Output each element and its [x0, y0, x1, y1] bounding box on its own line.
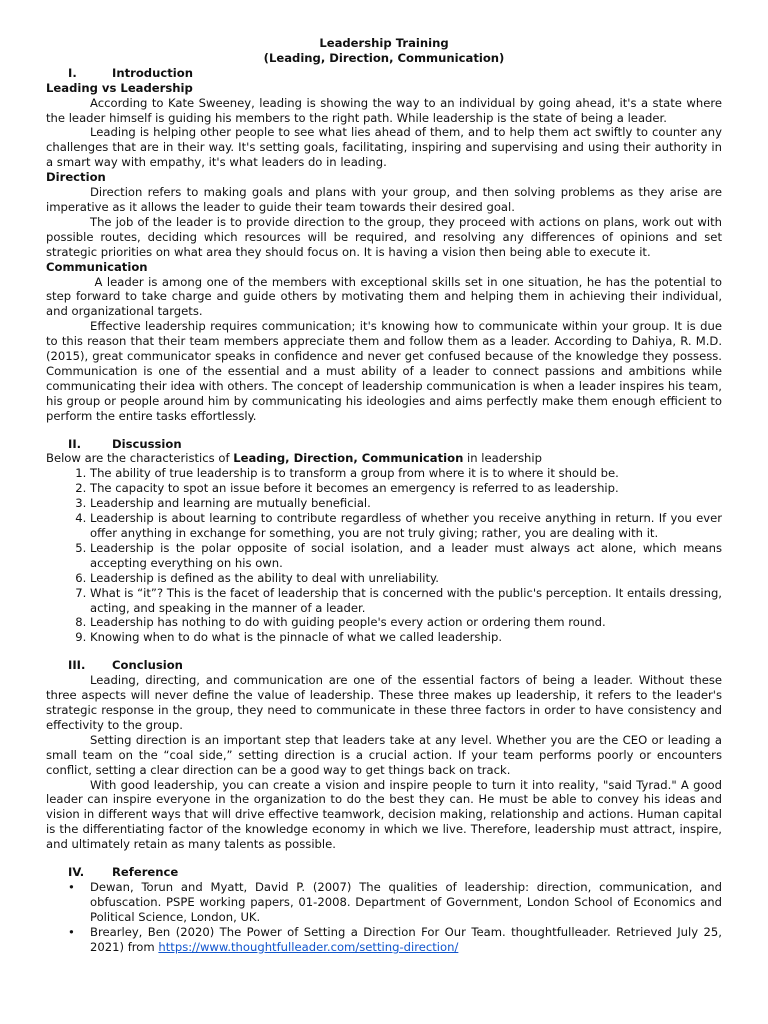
section-title: Discussion [112, 436, 182, 451]
section-heading-conclusion [46, 658, 722, 673]
subheading-communication: Communication [46, 259, 148, 274]
section-number: IV. [68, 865, 85, 880]
section-heading-reference [46, 865, 722, 880]
reference-text: Brearley, Ben (2020) The Power of Setting a Direction For Our Team. thoughtfulleader. Retrieved July 25, 2021) from [90, 924, 722, 954]
paragraph: Leading is helping other people to see what lies ahead of them, and to help them act swiftly to counter any challenges that are in their way. It's setting goals, facilitating, inspiring and supervising and using their authority in a smart way with empathy, it's what leaders do in leading. [46, 125, 722, 170]
reference-item: • Dewan, Torun and Myatt, David P. (2007) The qualities of leadership: direction, communication, and obfuscation. PSPE working papers, 01-2008. Department of Government, London School of Economics and Political Science, London, UK. [90, 880, 722, 925]
list-item: 3. Leadership and learning are mutually beneficial. [90, 496, 722, 511]
paragraph: Setting direction is an important step that leaders take at any level. Whether you are the CEO or leading a small team on the “coal side,” setting direction is a crucial action. If your team performs poorly or encounters conflict, setting a clear direction can be a good way to get things back on track. [46, 732, 722, 777]
subheading-direction: Direction [46, 170, 106, 185]
paragraph: With good leadership, you can create a vision and inspire people to turn it into reality, "said Tyrad." A good leader can inspire everyone in the organization to do the best they can. He must be able to convey his ideas and vision in different ways that will drive effective teamwork, decision making, relationship and actions. Human capital is the differentiating factor of the knowledge economy in which we live. Therefore, leadership must attract, inspire, and ultimately retain as many talents as possible. [46, 777, 722, 852]
reference-link[interactable]: https://www.thoughtfulleader.com/setting-direction/ [158, 939, 459, 954]
section-heading-discussion [46, 437, 722, 452]
reference-item [90, 925, 722, 955]
section-number: I. [68, 65, 77, 80]
list-item: 5. Leadership is the polar opposite of social isolation, and a leader must always act alone, which means accepting everything on his own. [90, 541, 722, 571]
section-heading-introduction [46, 66, 722, 81]
subheading-leading: Leading vs Leadership [46, 80, 193, 95]
paragraph: According to Kate Sweeney, leading is showing the way to an individual by going ahead, it's a state where the leader himself is guiding his members to the right path. While leadership is the state of being a leader. [46, 95, 722, 125]
document-title: Leadership Training [319, 36, 449, 50]
list-item: 9. Knowing when to do what is the pinnacle of what we called leadership. [90, 630, 722, 645]
list-item: 4. Leadership is about learning to contribute regardless of whether you receive anything in return. If you ever offer anything in exchange for something, you are not truly giving; rather, you are dealing with it. [90, 511, 722, 541]
section-number: III. [68, 658, 86, 673]
paragraph: The job of the leader is to provide direction to the group, they proceed with actions on plans, work out with possible routes, deciding which resources will be required, and resolving any differences of opinions and set strategic priorities on what area they should focus on. It is having a vision then being able to execute it. [46, 214, 722, 259]
list-item: 7. What is “it”? This is the facet of leadership that is concerned with the public's perception. It entails dressing, acting, and speaking in the manner of a leader. [90, 586, 722, 616]
section-number: II. [68, 436, 82, 451]
paragraph: A leader is among one of the members with exceptional skills set in one situation, he has the potential to step forward to take charge and guide others by motivating them and helping them in achieving their individual, and organizational targets. [46, 274, 726, 319]
section-title: Introduction [112, 65, 193, 80]
document-subtitle: (Leading, Direction, Communication) [263, 50, 505, 65]
section-title: Reference [112, 865, 179, 880]
lead-text-end: in leadership [463, 451, 542, 466]
list-item: 6. Leadership is defined as the ability to deal with unreliability. [90, 571, 722, 586]
lead-bold-text: Leading, Direction, Communication [233, 451, 464, 466]
discussion-lead [46, 451, 722, 466]
paragraph: Leading, directing, and communication are one of the essential factors of being a leader. Without these three aspects will never define the value of leadership. These three makes up leadership, it refers to the leader's strategic response in the group, they need to communicate in these three factors in order to have consistency and effectivity to the group. [46, 673, 722, 732]
paragraph: Direction refers to making goals and plans with your group, and then solving problems as they arise are imperative as it allows the leader to guide their team towards their desired goal. [46, 185, 722, 214]
reference-list [46, 880, 722, 955]
paragraph: Effective leadership requires communication; it's knowing how to communicate within your group. It is due to this reason that their team members appreciate them and follow them as a leader. According to Dahiya, R. M.D.(2015), great communicator speaks in confidence and never get confused because of the knowledge they possess. Communication is one of the essential and a must ability of a leader to connect passions and ambitions while communicating their idea with others. The concept of leadership communication is when a leader inspires his team, his group or people around him by communicating his ideologies and aims perfectly make them enough efficient to perform the entire tasks effortlessly. [46, 319, 722, 423]
section-title: Conclusion [112, 658, 183, 673]
list-item: 1. The ability of true leadership is to transform a group from where it is to where it should be. [90, 466, 722, 481]
characteristics-list [46, 466, 722, 645]
list-item: 8. Leadership has nothing to do with guiding people's every action or ordering them round. [90, 615, 722, 630]
lead-text: Below are the characteristics of [46, 451, 234, 466]
list-item: 2. The capacity to spot an issue before it becomes an emergency is referred to as leadership. [90, 481, 722, 496]
